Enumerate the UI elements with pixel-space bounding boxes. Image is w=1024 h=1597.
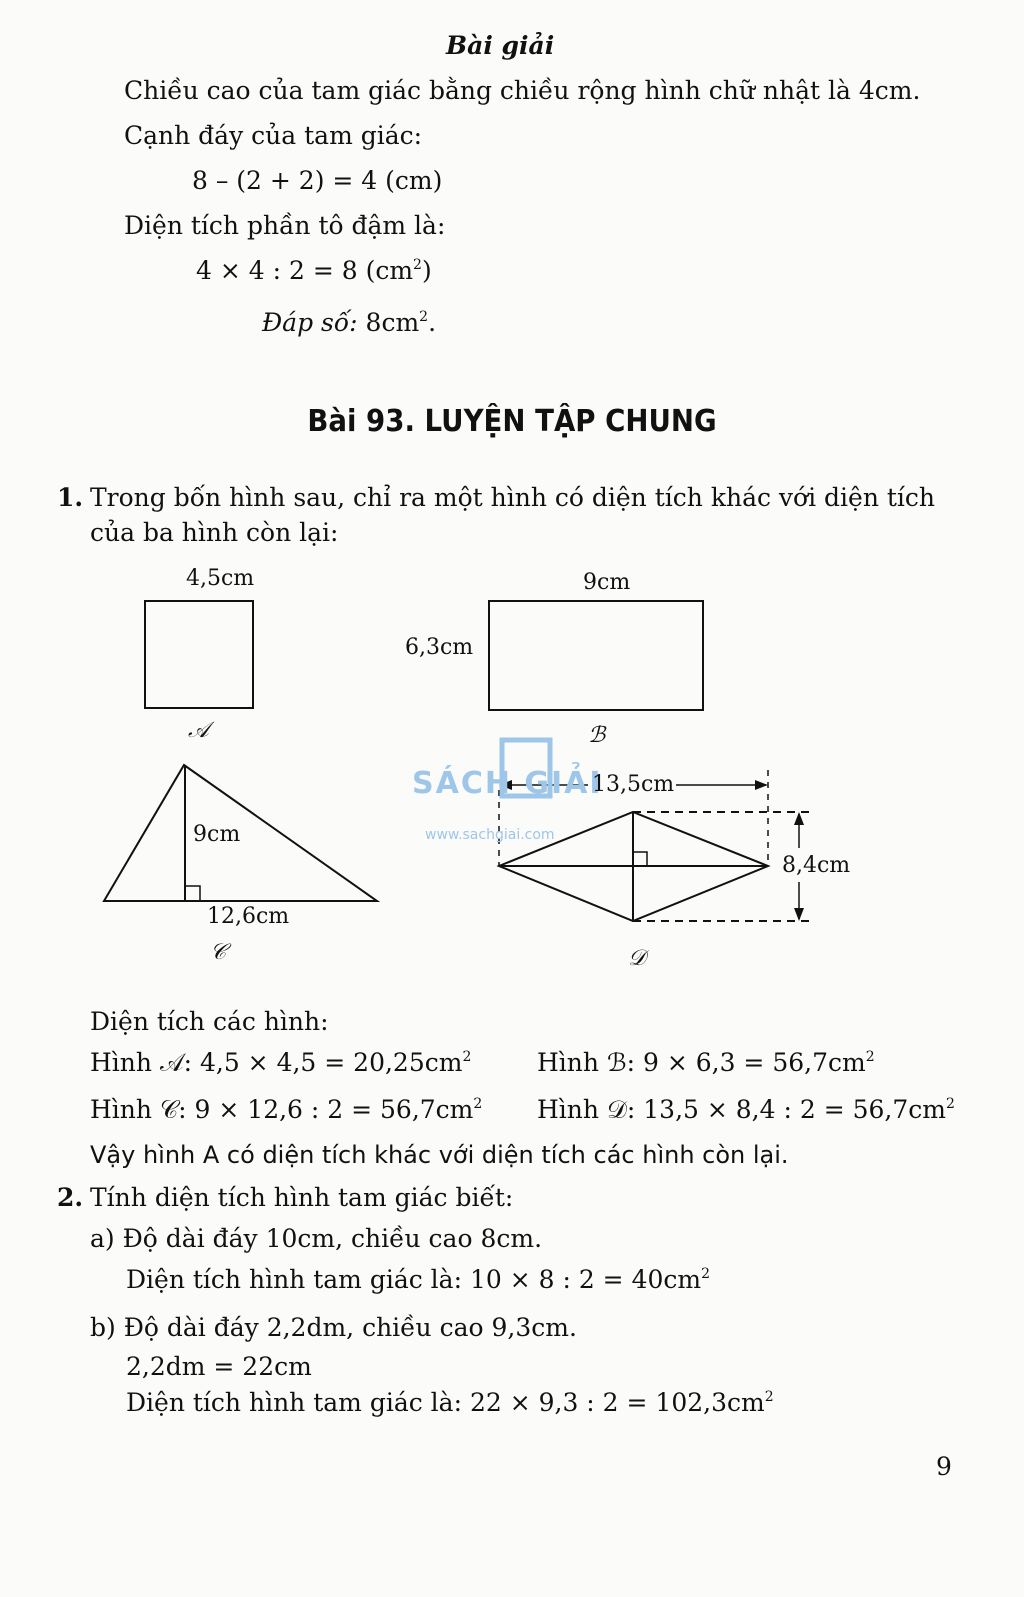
figure-b-height-label: 6,3cm (405, 635, 474, 660)
areas-intro: Diện tích các hình: (90, 1007, 329, 1036)
figure-c-height-label: 9cm (193, 822, 241, 847)
area-a: Hình 𝒜: $4,5 \times 4,5 = 20,25cm^2$ (90, 1048, 472, 1077)
figure-d-right-angle (633, 852, 647, 866)
ex2-a-result: Diện tích hình tam giác là: 10 × 8 : $2 = 40cm^2$ (126, 1265, 711, 1294)
ex2-title: Tính diện tích hình tam giác biết: (90, 1183, 514, 1212)
page-number: 9 (936, 1452, 952, 1481)
ex2-number: 2. (57, 1183, 84, 1212)
solution-header: Bài giải (446, 31, 555, 60)
figure-d-arrowhead-top (794, 812, 804, 825)
figure-c-name: 𝒞 (210, 940, 227, 965)
ex2-b-result: Diện tích hình tam giác là: 22 × 9,3 : $2 = 102,3cm^2$ (126, 1388, 774, 1417)
ex2-a-given: a) Độ dài đáy 10cm, chiều cao 8cm. (90, 1224, 543, 1253)
figure-a-side-label: 4,5cm (186, 566, 255, 591)
figure-a-name: 𝒜 (188, 718, 209, 743)
figure-d-name: 𝒟 (628, 946, 646, 971)
figure-c-right-angle (185, 886, 200, 901)
figure-c-base-label: 12,6cm (207, 904, 290, 929)
solution-area-calc: 4 × 4 : 2 = 8 $(cm^2)$ (196, 256, 432, 285)
areas-conclusion: Vậy hình A có diện tích khác với diện tích các hình còn lại. (90, 1141, 789, 1169)
figure-b-name: ℬ (588, 723, 606, 748)
ex1-question-line1: Trong bốn hình sau, chỉ ra một hình có diện tích khác với diện tích (90, 483, 936, 512)
solution-base-calc: 8 – (2 + 2) = 4 (cm) (192, 166, 443, 195)
ex1-question-line2: của ba hình còn lại: (90, 518, 339, 547)
figure-d-arrowhead-bottom (794, 908, 804, 921)
figure-b-width-label: 9cm (583, 570, 631, 595)
solution-line-height: Chiều cao của tam giác bằng chiều rộng hình chữ nhật là 4cm. (124, 76, 921, 105)
area-b: Hình ℬ: $9 \times 6,3 = 56,7cm^2$ (537, 1048, 875, 1077)
figure-d-arrowhead-right (755, 780, 768, 790)
figure-d-height-label: 8,4cm (782, 853, 851, 878)
figure-b-rectangle (489, 601, 703, 710)
figure-a-square (145, 601, 253, 708)
ex2-b-convert: 2,2dm = 22cm (126, 1352, 312, 1381)
figure-d-width-label: 13,5cm (592, 772, 675, 797)
figure-c-triangle (104, 765, 377, 901)
solution-line-base-label: Cạnh đáy của tam giác: (124, 121, 423, 150)
solution-area-label: Diện tích phần tô đậm là: (124, 211, 446, 240)
lesson-title: Bài 93. LUYỆN TẬP CHUNG (307, 404, 717, 439)
ex1-number: 1. (57, 483, 84, 512)
solution-answer: Đáp số: $8cm^2$. (262, 308, 437, 337)
watermark-url: www.sachgiai.com (425, 827, 555, 843)
watermark-brand: SÁCH GIẢI (412, 766, 603, 801)
ex2-b-given: b) Độ dài đáy 2,2dm, chiều cao 9,3cm. (90, 1313, 577, 1342)
area-c: Hình 𝒞: 9 × 12,6 : $2 = 56,7cm^2$ (90, 1095, 483, 1124)
area-d: Hình 𝒟: 13,5 × 8,4 : $2 = 56,7cm^2$ (537, 1095, 955, 1124)
